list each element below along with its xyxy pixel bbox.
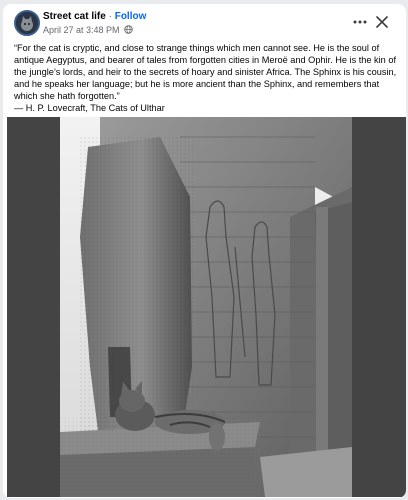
more-options-icon <box>351 15 369 29</box>
page-name[interactable]: Street cat life <box>43 11 106 22</box>
post-timestamp[interactable]: April 27 at 3:48 PM <box>43 25 120 35</box>
follow-button[interactable]: Follow <box>114 11 147 22</box>
cat-avatar-icon <box>16 12 38 34</box>
caption-attribution: — H. P. Lovecraft, The Cats of Ulthar <box>14 103 165 113</box>
post-card <box>3 4 406 498</box>
post-header <box>3 4 406 44</box>
page-avatar[interactable] <box>14 10 40 36</box>
globe-icon <box>124 25 133 34</box>
post-photo <box>60 117 352 497</box>
separator-dot: · <box>108 11 112 22</box>
caption-quote: “For the cat is cryptic, and close to strange things which men cannot see. He is the soul of antique Aegyptus, and bearer of tales from forgotten cities in Meroë and Ophir. He is the kin of the jungle’s lords, and heir to the secrets of hoary and sinister Africa. The Sphinx is his cousin, and he speaks her language; but he is more ancient than the Sphinx, and remembers that which she hath forgotten.” <box>14 43 397 101</box>
close-icon <box>374 14 390 30</box>
author-line <box>43 11 146 23</box>
more-options-button[interactable] <box>351 15 369 29</box>
post-meta <box>43 25 133 36</box>
post-caption <box>14 42 399 114</box>
close-button[interactable] <box>374 14 390 30</box>
post-media[interactable] <box>7 117 406 497</box>
